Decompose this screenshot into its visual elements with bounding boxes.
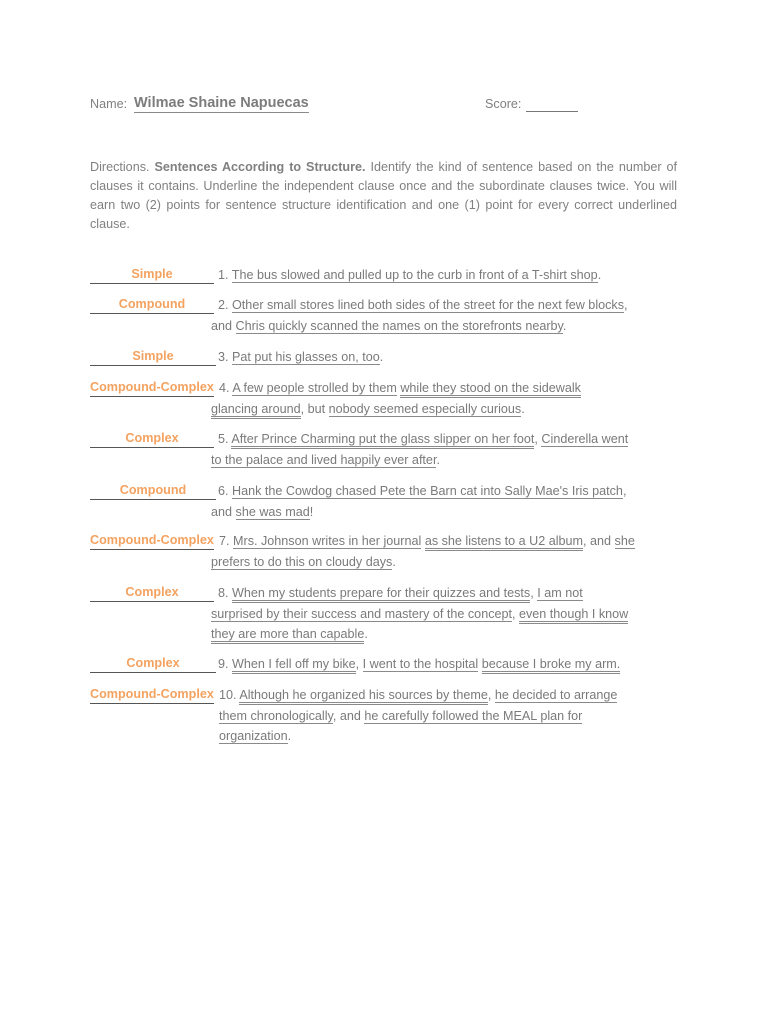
independent-clause: he decided to arrange — [494, 688, 618, 702]
independent-clause: Cinderella went — [541, 432, 629, 446]
directions-body: Identify the kind of sentence based on the number of clauses it contains. Underline the independent clause once and the subordinate clauses twice. You will earn two (2) points for sentence structure identification and one (1) point for every correct underlined clause. — [90, 160, 678, 231]
subordinate-clause: while they stood on the sidewalk — [400, 381, 581, 398]
subordinate-clause: they are more than capable — [211, 627, 364, 644]
subordinate-clause: When I fell off my bike — [232, 657, 356, 674]
subordinate-clause: glancing around — [211, 402, 301, 419]
independent-clause: he carefully followed the MEAL plan for — [364, 708, 583, 723]
sentence-line — [219, 706, 582, 727]
answer-label: Compound-Complex — [90, 378, 214, 397]
sentence-line — [211, 552, 396, 573]
sentence-text: , — [487, 688, 495, 702]
sentence-text: 4. — [219, 381, 233, 395]
sentence-text: and — [211, 318, 236, 333]
subordinate-clause: After Prince Charming put the glass slipper on her foot — [231, 432, 534, 449]
subordinate-clause: as she listens to a U2 album — [425, 534, 583, 551]
independent-clause: Chris quickly scanned the names on the storefronts nearby — [235, 318, 563, 333]
directions-lead: Directions. — [90, 160, 150, 174]
sentence-text: , — [530, 586, 538, 600]
sentence-line — [219, 726, 291, 747]
answer-label: Complex — [90, 654, 216, 673]
sentence-line — [219, 531, 635, 552]
sentence-line — [218, 583, 583, 604]
sentence-line — [211, 450, 440, 471]
name-label: Name: — [90, 97, 128, 111]
independent-clause: she — [614, 534, 635, 548]
subordinate-clause: because I broke my arm. — [482, 657, 621, 674]
independent-clause: Mrs. Johnson writes in her journal — [233, 534, 422, 548]
answer-label: Compound-Complex — [90, 531, 214, 550]
independent-clause: Pat put his glasses on, too — [232, 350, 380, 364]
header-row — [90, 95, 690, 115]
sentence-text: 1. — [218, 268, 232, 282]
independent-clause: Hank the Cowdog chased Pete the Barn cat into Sally Mae's Iris patch — [232, 484, 623, 498]
sentence-line — [218, 429, 628, 450]
sentence-text: 8. — [218, 586, 233, 600]
subordinate-clause: Although he organized his sources by theme — [239, 688, 488, 705]
independent-clause: prefers to do this on cloudy days — [211, 554, 393, 569]
answer-label: Complex — [90, 583, 214, 602]
sentence-line — [219, 378, 581, 399]
answer-label: Compound — [90, 481, 216, 500]
sentence-text: . — [379, 350, 384, 364]
sentence-text: . — [597, 268, 602, 282]
independent-clause: Other small stores lined both sides of the street for the next few blocks — [232, 298, 625, 312]
score-blank-line — [526, 111, 578, 112]
sentence-line — [218, 265, 601, 286]
subordinate-clause: even though I know — [519, 607, 628, 624]
sentence-text: and — [211, 504, 236, 519]
answer-label: Simple — [90, 265, 214, 284]
sentence-line — [218, 481, 626, 502]
answer-label: Compound — [90, 295, 214, 314]
sentence-text: 6. — [218, 484, 233, 498]
sentence-text: 9. — [218, 657, 233, 671]
sentence-line — [218, 654, 620, 675]
sentence-line — [211, 624, 368, 645]
sentence-text: , and — [583, 534, 615, 548]
answer-label: Compound-Complex — [90, 685, 214, 704]
sentence-line — [218, 347, 383, 368]
answer-label: Complex — [90, 429, 214, 448]
sentence-text: 7. — [219, 534, 234, 548]
sentence-text: , but — [300, 401, 329, 416]
sentence-text: , and — [332, 708, 365, 723]
independent-clause: The bus slowed and pulled up to the curb in front of a T-shirt shop — [231, 268, 598, 282]
independent-clause: I am not — [537, 586, 583, 600]
independent-clause: I went to the hospital — [362, 657, 479, 671]
independent-clause: organization — [219, 729, 288, 743]
sentence-text: . — [287, 729, 292, 743]
sentence-text: . — [562, 318, 567, 333]
independent-clause: to the palace and lived happily ever after — [211, 452, 437, 467]
sentence-line — [211, 502, 313, 523]
name-value: Wilmae Shaine Napuecas — [134, 95, 309, 111]
independent-clause: surprised by their success and mastery of the concept — [211, 606, 512, 621]
directions-title: Sentences According to Structure. — [154, 160, 366, 174]
sentence-text: 3. — [218, 350, 233, 364]
sentence-text: , — [534, 432, 542, 446]
sentence-line — [218, 295, 628, 316]
sentence-text: , — [355, 657, 363, 671]
sentence-text: ! — [309, 504, 314, 519]
answer-label: Simple — [90, 347, 216, 366]
sentence-text: 10. — [219, 688, 240, 702]
independent-clause: them chronologically — [219, 708, 333, 723]
independent-clause: she was mad — [235, 504, 310, 519]
sentence-line — [211, 399, 525, 420]
sentence-text: , — [622, 484, 627, 498]
sentence-text: 5. — [218, 432, 232, 446]
sentence-line — [219, 685, 617, 706]
sentence-text: . — [392, 554, 396, 569]
directions-paragraph — [90, 158, 677, 234]
score-label: Score: — [485, 97, 522, 111]
sentence-text: 2. — [218, 298, 233, 312]
sentence-text: , — [512, 606, 519, 621]
sentence-text: . — [364, 627, 368, 641]
sentence-line — [211, 604, 628, 625]
sentence-line — [211, 316, 566, 337]
independent-clause: A few people strolled by them — [232, 381, 397, 395]
sentence-text: , — [624, 298, 628, 312]
subordinate-clause: When my students prepare for their quizzes and tests — [232, 586, 530, 603]
sentence-text: . — [436, 452, 440, 467]
independent-clause: nobody seemed especially curious — [328, 401, 522, 416]
sentence-text: . — [521, 401, 525, 416]
